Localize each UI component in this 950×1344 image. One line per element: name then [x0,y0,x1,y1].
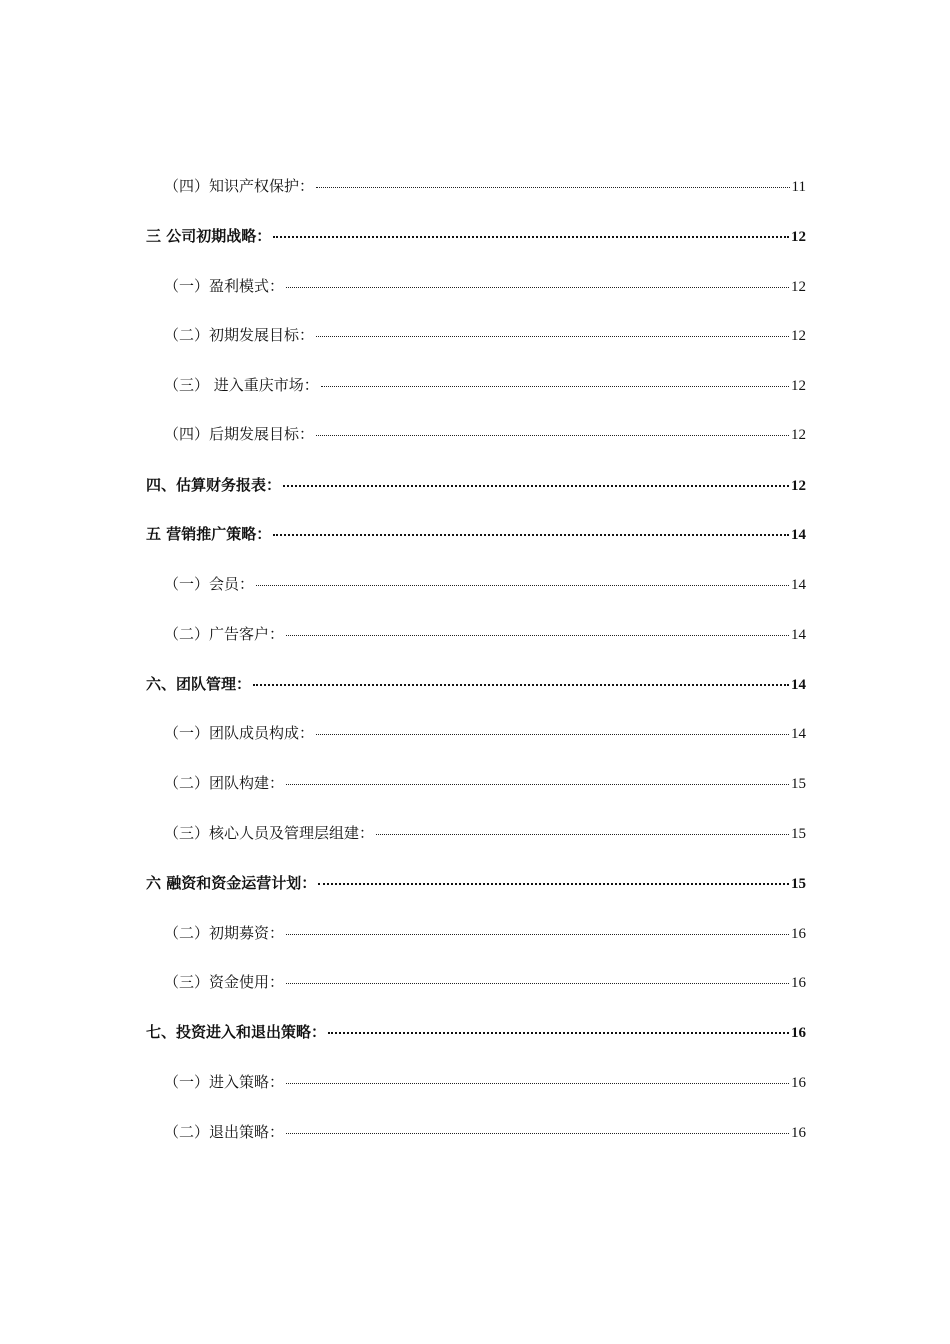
toc-entry[interactable] [164,1121,806,1145]
toc-entry[interactable] [164,324,806,348]
toc-entry[interactable] [164,922,806,946]
toc-entry-label: （四）后期发展目标： [164,425,315,443]
toc-dot-leader [316,176,790,191]
toc-entry-label: 六、团队管理： [146,675,252,693]
toc-dot-leader [286,624,789,639]
toc-entry-label: （一）进入策略： [164,1073,285,1091]
toc-entry-label: 四、估算财务报表： [146,476,282,494]
toc-page-number: 16 [791,926,806,942]
toc-page-number: 15 [791,826,806,842]
toc-dot-leader [256,574,789,589]
toc-entry[interactable] [146,523,806,547]
toc-dot-leader [318,873,789,888]
toc-entry[interactable] [164,573,806,597]
toc-dot-leader [286,773,789,788]
toc-entry[interactable] [164,722,806,746]
toc-page-number: 15 [791,876,806,892]
toc-entry[interactable] [146,1021,806,1045]
toc-entry-label: （二）广告客户： [164,625,285,643]
toc-entry[interactable] [146,474,806,498]
toc-dot-leader [316,723,789,738]
toc-entry[interactable] [164,175,806,199]
toc-dot-leader [316,424,789,439]
toc-dot-leader [273,226,789,241]
toc-entry-label: （三）核心人员及管理层组建： [164,824,375,842]
toc-dot-leader [286,1122,789,1137]
toc-entry-label: （二）退出策略： [164,1123,285,1141]
toc-entry[interactable] [164,1071,806,1095]
toc-entry-label: （二）初期募资： [164,924,285,942]
toc-page-number: 14 [791,627,806,643]
toc-entry[interactable] [164,822,806,846]
toc-dot-leader [286,923,789,938]
toc-entry-label: （一）盈利模式： [164,277,285,295]
toc-page-number: 11 [791,179,806,195]
toc-dot-leader [273,524,789,539]
toc-entry-label: （一）会员： [164,575,255,593]
toc-entry[interactable] [146,872,806,896]
toc-entry[interactable] [164,275,806,299]
toc-entry[interactable] [164,374,806,398]
toc-page-number: 12 [791,279,806,295]
toc-entry-label: 三 公司初期战略： [146,227,272,245]
toc-entry-label: （三）资金使用： [164,973,285,991]
toc-page-number: 12 [791,478,806,494]
toc-entry[interactable] [164,772,806,796]
toc-dot-leader [376,823,789,838]
toc-entry[interactable] [146,673,806,697]
toc-entry[interactable] [164,423,806,447]
toc-dot-leader [283,475,789,490]
toc-entry[interactable] [164,623,806,647]
toc-entry[interactable] [146,225,806,249]
toc-page-number: 16 [791,1075,806,1091]
toc-entry-label: （四）知识产权保护： [164,177,315,195]
toc-dot-leader [286,972,789,987]
toc-entry-label: （三） 进入重庆市场： [164,376,319,394]
toc-entry-label: （一）团队成员构成： [164,724,315,742]
toc-dot-leader [321,375,789,390]
toc-page-number: 12 [791,378,806,394]
toc-dot-leader [253,674,789,689]
toc-entry-label: 七、投资进入和退出策略： [146,1023,327,1041]
toc-page-number: 16 [791,1025,806,1041]
toc-page-number: 14 [791,577,806,593]
toc-entry[interactable] [164,971,806,995]
toc-page-number: 14 [791,527,806,543]
toc-entry-label: 五 营销推广策略： [146,525,272,543]
toc-page-number: 15 [791,776,806,792]
toc-page-number: 16 [791,1125,806,1141]
toc-entry-label: 六 融资和资金运营计划： [146,874,317,892]
toc-entry-label: （二）团队构建： [164,774,285,792]
toc-page-number: 12 [791,328,806,344]
toc-dot-leader [286,276,789,291]
toc-dot-leader [328,1022,789,1037]
toc-page-number: 16 [791,975,806,991]
toc-dot-leader [316,325,789,340]
toc-page-number: 14 [791,726,806,742]
toc-dot-leader [286,1072,789,1087]
toc-page-number: 14 [791,677,806,693]
toc-page-number: 12 [791,427,806,443]
toc-entry-label: （二）初期发展目标： [164,326,315,344]
toc-page-number: 12 [791,229,806,245]
